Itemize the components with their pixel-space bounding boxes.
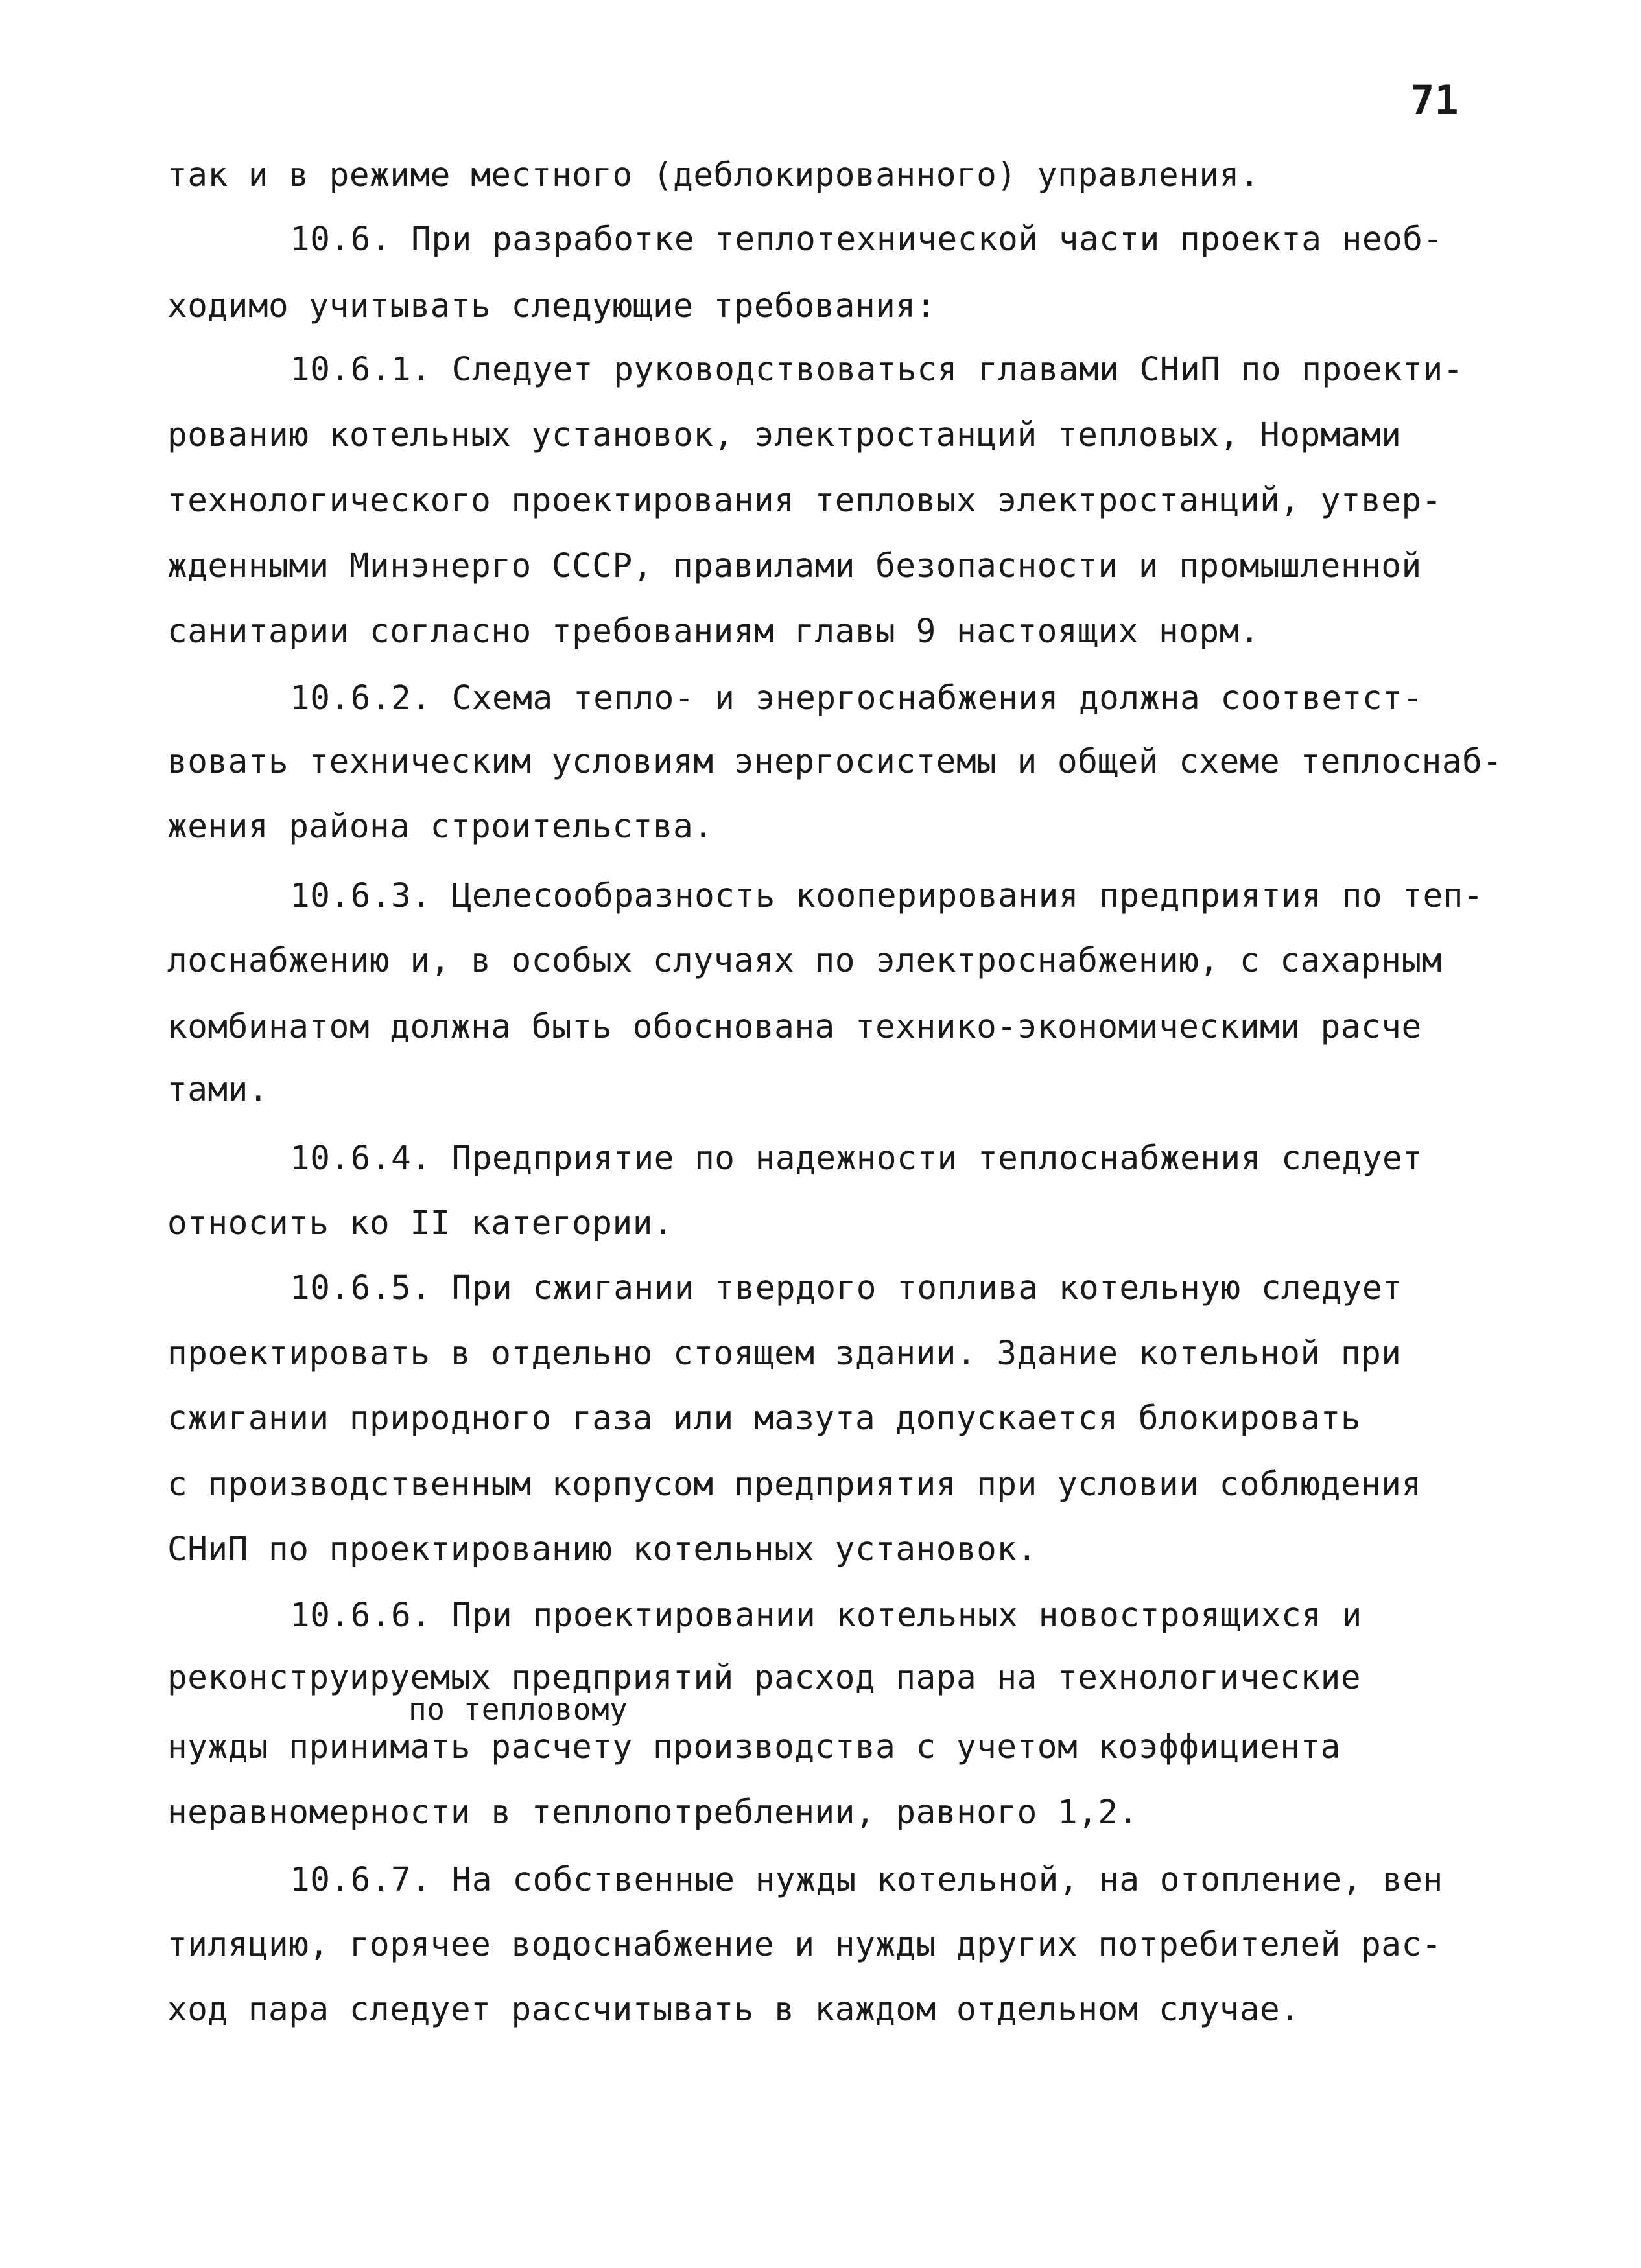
text-line: СНиП по проектированию котельных установок. — [167, 1530, 1037, 1569]
text-line: сжигании природного газа или мазута допускается блокировать — [167, 1399, 1362, 1438]
text-line: проектировать в отдельно стоящем здании. Здание котельной при — [167, 1335, 1402, 1373]
text-line: с производственным корпусом предприятия при условии соблюдения — [167, 1466, 1422, 1504]
text-line: 10.6.1. Следует руководствоваться главами СНиП по проекти- — [290, 351, 1463, 389]
text-line: лоснабжению и, в особых случаях по электроснабжению, с сахарным — [167, 942, 1442, 980]
text-line: 10.6.6. При проектировании котельных новостроящихся и — [290, 1596, 1362, 1635]
text-line: ход пара следует рассчитывать в каждом отдельном случае. — [167, 1991, 1301, 2029]
text-line: вовать техническим условиям энергосистемы и общей схеме теплоснаб- — [167, 743, 1503, 781]
text-line: 10.6.4. Предприятие по надежности теплоснабжения следует — [290, 1140, 1423, 1178]
text-line: неравномерности в теплопотреблении, равного 1,2. — [167, 1794, 1139, 1832]
text-line: санитарии согласно требованиям главы 9 настоящих норм. — [167, 613, 1260, 651]
text-line: технологического проектирования тепловых электростанций, утвер- — [167, 482, 1442, 520]
text-line: тами. — [167, 1071, 269, 1109]
text-line: рованию котельных установок, электростанций тепловых, Нормами — [167, 416, 1402, 454]
text-line: 10.6.3. Целесообразность кооперирования предприятия по теп- — [290, 877, 1484, 915]
text-line: жденными Минэнерго СССР, правилами безопасности и промышленной — [167, 547, 1422, 585]
text-line: реконструируемых предприятий расход пара на технологические — [167, 1659, 1362, 1697]
text-line: 10.6.5. При сжигании твердого топлива котельную следует — [290, 1269, 1403, 1307]
text-line: нужды принимать расчету производства с учетом коэффициента — [167, 1728, 1341, 1766]
text-line: ходимо учитывать следующие требования: — [167, 287, 936, 325]
text-line: комбинатом должна быть обоснована технико-экономическими расче — [167, 1008, 1422, 1046]
text-line: 10.6.2. Схема тепло- и энергоснабжения должна соответст- — [290, 679, 1423, 718]
text-line: относить ко II категории. — [167, 1204, 674, 1243]
handwritten-insertion: по тепловому — [408, 1692, 628, 1727]
text-line: 10.6.7. На собственные нужды котельной, на отопление, вен — [290, 1861, 1443, 1899]
page-number: 71 — [1410, 76, 1459, 124]
text-line: тиляцию, горячее водоснабжение и нужды других потребителей рас- — [167, 1926, 1442, 1964]
text-line: жения района строительства. — [167, 808, 714, 846]
text-line: так и в режиме местного (деблокированного) управления. — [167, 156, 1260, 194]
text-line: 10.6. При разработке теплотехнической части проекта необ- — [290, 220, 1443, 259]
